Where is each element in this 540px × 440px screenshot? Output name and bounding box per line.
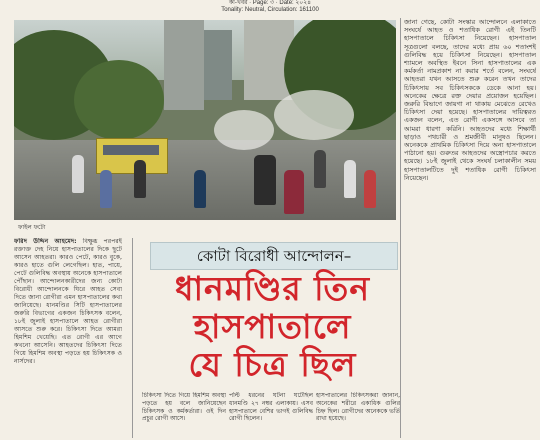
bottom-column-1: চিকিৎসা দিতে গিয়ে হিমশিম অবস্থা পড়তে হয় বলে জানিয়েছেন চিকিৎসক ও কর্মকর্তারা। ওই দিন প্রচুর রোগী আসে। — [142, 392, 226, 423]
news-photo — [14, 20, 396, 220]
headline-line-2: হাসপাতালে — [193, 307, 352, 346]
kicker-banner: কোটা বিরোধী আন্দোলন– — [150, 242, 398, 270]
right-column-body: জানা গেছে, কোটা সংস্কার আন্দোলনে এলাকাতে সংঘর্ষে আহত ও শতাধিক রোগী এই তিনটি হাসপাতালে চিকিৎসা নিয়েছেন। হাসপাতাল সূত্রগুলো বলছে, তাদের মধ্যে প্রায় ৬০ শতাংশই গুলিবিদ্ধ হয়ে চিকিৎসা নিয়েছেন। হাসপাতাল শ্যামলে অবস্থিত ইবনে সিনা হাসপাতালের এক কর্মকর্তা নামপ্রকাশ না করার শর্তে বলেন, সংঘর্ষে আহতরা যখন আসতে শুরু করেন তখন তাদের চিকিৎসায় সব চিকিৎসককে ডেকে আনা হয়। অনেকের ক্ষেত্রে রক্ত দেয়ার প্রয়োজন হয়েছিল। জরুরি বিভাগে জায়গা না থাকায় মেঝেতে রেখেও চিকিৎসা দেয়া হয়েছে। হাসপাতালের দায়িত্বরত একজন বলেন, এত রোগী একসঙ্গে আসবে তা আমরা ধারণা করিনি। আহতদের মধ্যে শিক্ষার্থী ছাড়াও পথচারী ও শ্রমজীবী মানুষও ছিলেন। অনেককে প্রাথমিক চিকিৎসা দিয়ে অন্য হাসপাতালে পাঠানো হয়। গুরুতর আহতদের অস্ত্রোপচার করতে হয়েছে। ১৮ই জুলাই থেকে সংঘর্ষ চলাকালীন সময় হাসপাতালটিতে দুই শতাধিক রোগী চিকিৎসা নিয়েছেন। — [404, 18, 536, 182]
bottom-column-3: হাসপাতালের চিকিৎসকরা জানান, অনেকের শরীরে একাধিক গুলির চিহ্ন ছিল। রোগীদের অনেককে ভর্তি রাখা হয়েছে। — [316, 392, 400, 423]
bottom-columns — [142, 392, 400, 440]
clipping-metadata — [0, 0, 540, 16]
column-divider — [132, 238, 133, 438]
headline — [145, 270, 400, 390]
photo-caption: ফাইল ফটো — [18, 224, 46, 231]
left-column-text — [14, 238, 122, 440]
right-column-text — [404, 18, 536, 438]
clipping-line-1: কী-খবর · Page: ৩ · Date: ২০২৪ — [228, 0, 311, 6]
column-divider — [400, 18, 401, 438]
byline: ফরিদ উদ্দিন আহমেদ: — [14, 238, 77, 245]
headline-line-1: ধানমণ্ডির তিন — [174, 269, 371, 308]
bottom-column-2: পল্টি ধরনের ঘটনা ঘটেছিল ধানমণ্ডি ২৭ নম্বর এলাকায়। এসব হাসপাতালে বেশির ভাগই গুলিবিদ্ধ রোগী ছিলেন। — [229, 392, 313, 423]
headline-line-3: যে চিত্র ছিল — [188, 345, 357, 384]
left-column-body: বিক্ষুব্ধ পরপরই রক্তাক্ত দেহ নিয়ে হাসপাতালের দিকে ছুটে আসেন আহতরা। কারও পেটে, কারও বুকে, কারও হাতে গুলি লেগেছিল। হাত, পায়ে, পেটে গুলিবিদ্ধ অবস্থায় অনেকে হাসপাতালে পৌঁছান। আন্দোলনকারীদের জন্য কোটা বিরোধী আন্দোলনকে ঘিরে আহত সেবা দিতে জানা রোগীরা এমন হাসপাতালের কথা জানিয়েছে। ধানমণ্ডির সিটি হাসপাতালের জরুরি বিভাগের একজন চিকিৎসক বলেন, ১৮ই জুলাই হাসপাতালে আহত রোগীরা আসতে শুরু করে। চিকিৎসা দিতে আমরা হিমশিম খেয়েছি। এত রোগী এর আগে কখনো আসেনি। আহতদের চিকিৎসা দিতে গিয়ে হিমশিম অবস্থা পড়তে হয় চিকিৎসক ও নার্সদের। — [14, 238, 122, 365]
clipping-line-2: Tonality: Neutral, Circulation: 161100 — [221, 7, 319, 13]
